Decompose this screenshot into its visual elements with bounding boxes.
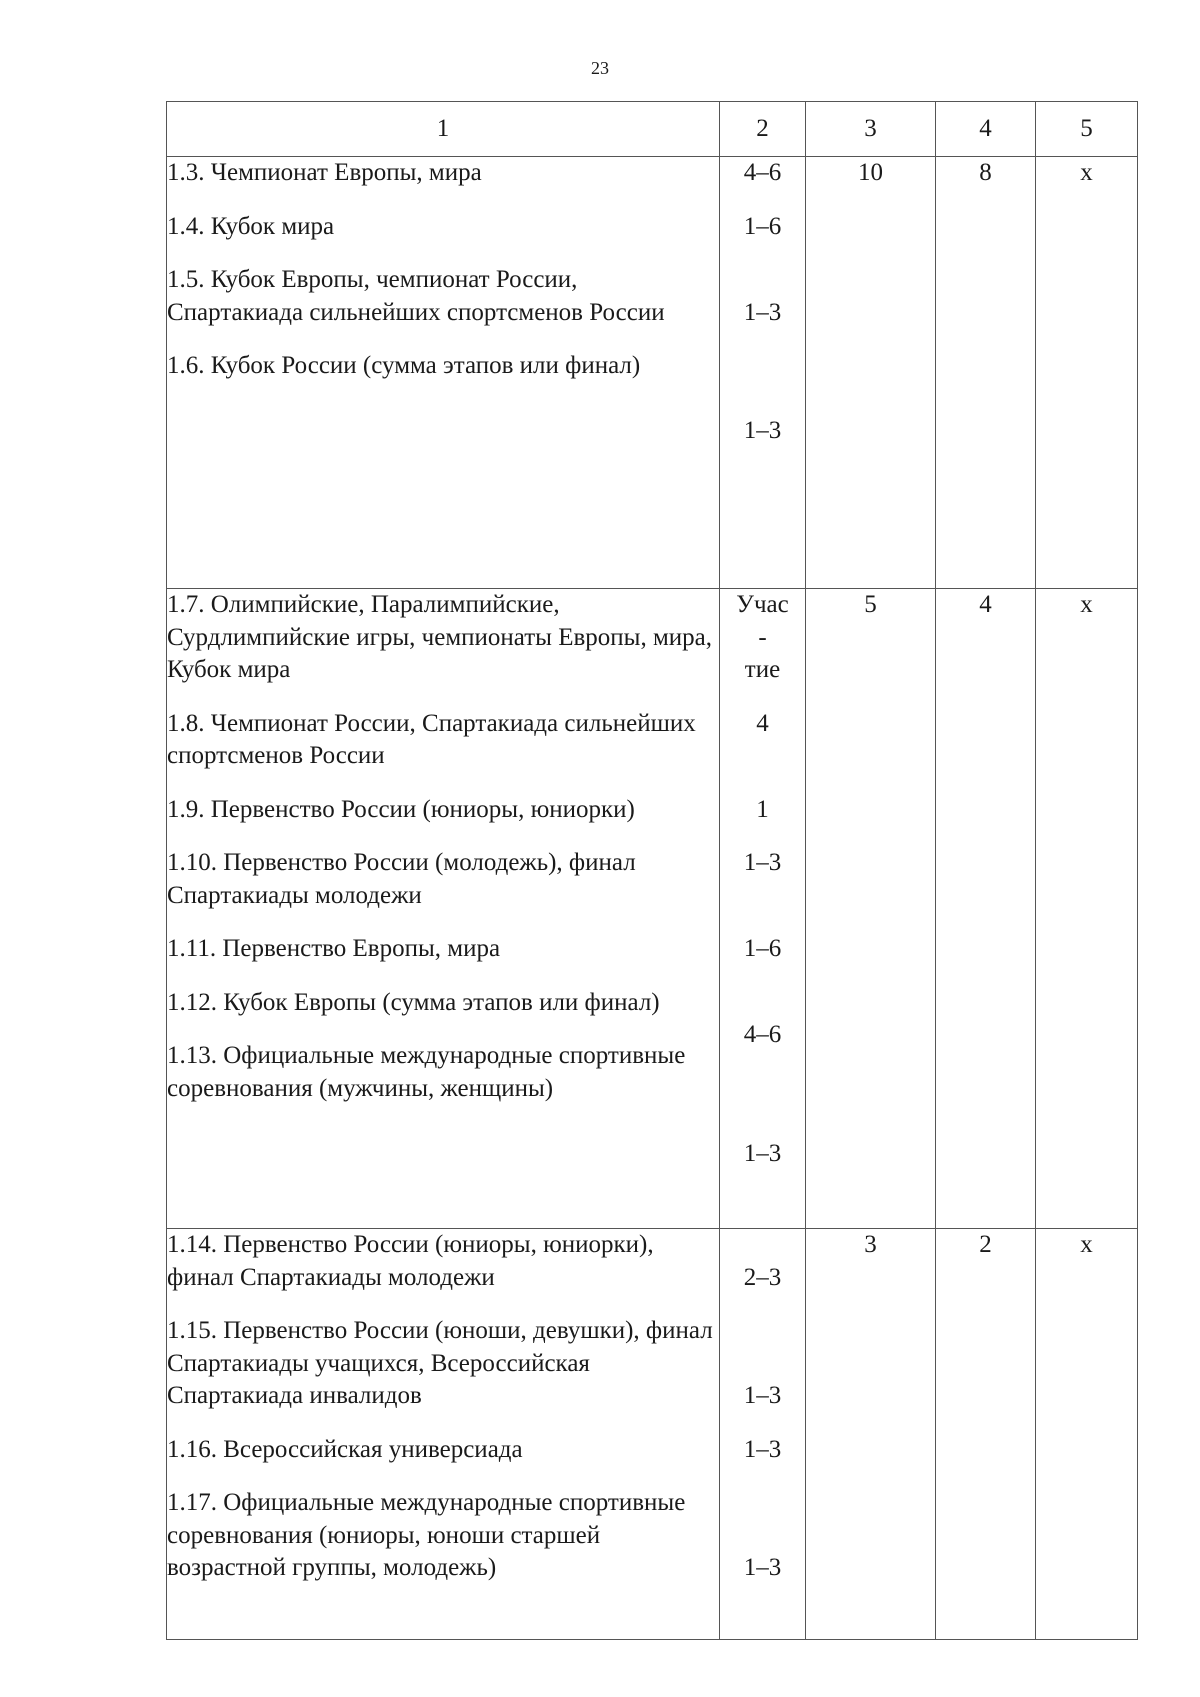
col4-value: 4: [936, 589, 1036, 1229]
col3-value: 10: [806, 157, 936, 589]
competition-item: 1.11. Первенство Европы, мира: [167, 935, 501, 962]
place-value: 1–3: [743, 1435, 782, 1463]
competition-item: 1.8. Чемпионат России, Спартакиада сильнейших спортсменов России: [167, 709, 696, 769]
place-value: 1–3: [743, 1554, 782, 1581]
col3-value: 5: [806, 589, 936, 1229]
header-cell-4: 4: [936, 102, 1036, 157]
place-list-cell: [720, 157, 806, 589]
place-value: 2–3: [743, 1263, 782, 1291]
col5-value: х: [1036, 589, 1138, 1229]
page-number: 23: [591, 58, 609, 78]
competition-item: 1.17. Официальные международные спортивные соревнования (юниоры, юноши старшей возрастной группы, молодежь): [167, 1489, 686, 1581]
competition-item: 1.12. Кубок Европы (сумма этапов или финал): [167, 988, 660, 1016]
competition-item: 1.3. Чемпионат Европы, мира: [167, 159, 482, 186]
competition-item: 1.16. Всероссийская универсиада: [167, 1435, 523, 1463]
place-list-cell: [720, 1229, 806, 1640]
competition-item: 1.9. Первенство России (юниоры, юниорки): [167, 795, 635, 823]
place-list-cell: [720, 589, 806, 1229]
table-row: [167, 157, 1138, 589]
place-value: 4–6: [743, 159, 782, 186]
place-value: Учас- тие: [736, 591, 789, 683]
table-row: [167, 1229, 1138, 1640]
place-value: 1–6: [743, 212, 782, 240]
competition-item: 1.14. Первенство России (юниоры, юниорки), финал Спартакиады молодежи: [167, 1231, 654, 1291]
competition-item: 1.7. Олимпийские, Паралимпийские, Сурдлимпийские игры, чемпионаты Европы, мира, Кубок мира: [167, 591, 712, 683]
place-value: 4–6: [743, 1021, 782, 1048]
col3-value: 3: [806, 1229, 936, 1640]
data-table: [166, 101, 1138, 1640]
table-row: [167, 589, 1138, 1229]
header-cell-5: 5: [1036, 102, 1138, 157]
place-value: 1–3: [743, 1382, 782, 1409]
header-cell-1: 1: [167, 102, 720, 157]
competition-list-cell: [167, 157, 720, 589]
place-value: 1–3: [743, 417, 782, 444]
col4-value: 2: [936, 1229, 1036, 1640]
place-value: 1–3: [743, 849, 782, 876]
competition-item: 1.5. Кубок Европы, чемпионат России, Спартакиада сильнейших спортсменов России: [167, 266, 665, 326]
header-cell-2: 2: [720, 102, 806, 157]
competition-item: 1.6. Кубок России (сумма этапов или финал): [167, 352, 641, 379]
competition-item: 1.15. Первенство России (юноши, девушки), финал Спартакиады учащихся, Всероссийская Спартакиада инвалидов: [167, 1317, 713, 1409]
competition-list-cell: [167, 1229, 720, 1640]
competition-item: 1.4. Кубок мира: [167, 212, 335, 240]
competition-item: 1.13. Официальные международные спортивные соревнования (мужчины, женщины): [167, 1042, 686, 1102]
place-value: 1–3: [743, 298, 782, 326]
col4-value: 8: [936, 157, 1036, 589]
place-value: 1–6: [743, 935, 782, 962]
header-cell-3: 3: [806, 102, 936, 157]
place-value: 1: [756, 795, 769, 823]
col5-value: х: [1036, 157, 1138, 589]
place-value: 4: [756, 709, 769, 737]
col5-value: х: [1036, 1229, 1138, 1640]
header-row: [167, 102, 1138, 157]
competition-list-cell: [167, 589, 720, 1229]
place-value: 1–3: [743, 1139, 782, 1167]
competition-item: 1.10. Первенство России (молодежь), финал Спартакиады молодежи: [167, 849, 636, 909]
